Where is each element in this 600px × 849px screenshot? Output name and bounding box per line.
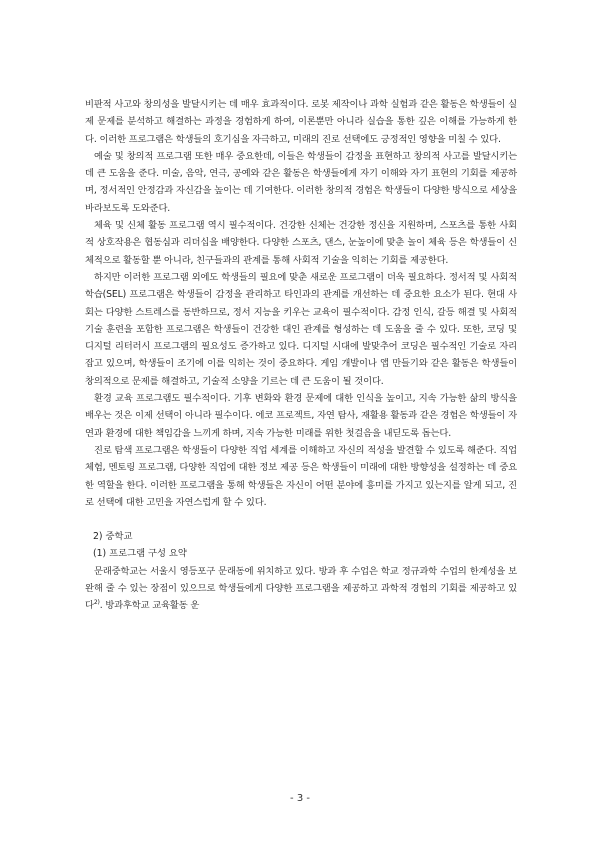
body-paragraph: 예술 및 창의적 프로그램 또한 매우 중요한데, 이들은 학생들이 감정을 표현하고 창의적 사고를 발달시키는 데 큰 도움을 준다. 미술, 음악, 연극, 공예와 같은 활동은 학생들에게 자기 이해와 자기 표현의 기회를 제공하며, 정서적인 안정감과 자신감을 높이는 데 기여한다. 이러한 창의적 경험은 학생들이 다양한 방식으로 세상을 바라보도록 도와준다. [85, 150, 517, 214]
summary-paragraph [85, 563, 517, 615]
summary-tail-text: . 방과후학교 교육활동 운 [99, 600, 200, 612]
section-spacer [85, 511, 517, 528]
body-paragraph: 진로 탐색 프로그램은 학생들이 다양한 직업 세계를 이해하고 자신의 적성을 발견할 수 있도록 해준다. 직업 체험, 멘토링 프로그램, 다양한 직업에 대한 정보 제공 등은 학생들이 미래에 대한 방향성을 설정하는 데 중요한 역할을 한다. 이러한 프로그램을 통해 학생들은 자신이 어떤 분야에 흥미를 가지고 있는지를 알게 되고, 진로 선택에 대한 고민을 자연스럽게 할 수 있다. [85, 444, 517, 508]
body-paragraph: 하지만 이러한 프로그램 외에도 학생들의 필요에 맞춘 새로운 프로그램이 더욱 필요하다. 정서적 및 사회적 학습(SEL) 프로그램은 학생들이 감정을 관리하고 타인과의 관계를 개선하는 데 중요한 요소가 된다. 현대 사회는 다양한 스트레스를 동반하므로, 정서 지능을 키우는 교육이 필수적이다. 감정 인식, 갈등 해결 및 사회적 기술 훈련을 포함한 프로그램은 학생들이 건강한 대인 관계를 형성하는 데 도움을 줄 수 있다. 또한, 코딩 및 디지털 리터러시 프로그램의 필요성도 증가하고 있다. 디지털 시대에 발맞추어 코딩은 필수적인 기술로 자리 잡고 있으며, 학생들이 조기에 이를 익히는 것이 중요하다. 게임 개발이나 앱 만들기와 같은 활동은 학생들이 창의적으로 문제를 해결하고, 기술적 소양을 기르는 데 큰 도움이 될 것이다. [85, 271, 517, 387]
body-paragraph: 환경 교육 프로그램도 필수적이다. 기후 변화와 환경 문제에 대한 인식을 높이고, 지속 가능한 삶의 방식을 배우는 것은 이제 선택이 아니라 필수이다. 에코 프로젝트, 자연 탐사, 재활용 활동과 같은 경험은 학생들이 자연과 환경에 대한 책임감을 느끼게 하며, 지속 가능한 미래를 위한 첫걸음을 내딛도록 돕는다. [85, 393, 517, 439]
body-paragraph: 체육 및 신체 활동 프로그램 역시 필수적이다. 건강한 신체는 건강한 정신을 지원하며, 스포츠를 통한 사회적 상호작용은 협동심과 리더십을 배양한다. 다양한 스포츠, 댄스, 눈높이에 맞춘 놀이 체육 등은 학생들이 신체적으로 활동할 뿐 아니라, 친구들과의 관계를 통해 사회적 기술을 익히는 기회를 제공한다. [85, 220, 517, 266]
summary-text: 문래중학교는 서울시 영등포구 문래동에 위치하고 있다. 방과 후 수업은 학교 정규과학 수업의 한계성을 보완해 줄 수 있는 장점이 있으므로 학생들에게 다양한 프로그램을 제공하고 과학적 경험의 기회를 제공하고 있다 [85, 565, 517, 612]
footnote-marker[interactable]: 2) [93, 599, 100, 607]
document-page [85, 96, 517, 615]
subsection-heading: (1) 프로그램 구성 요약 [93, 548, 187, 560]
section-heading: 2) 중학교 [93, 531, 133, 543]
page-number: - 3 - [290, 793, 310, 804]
body-paragraph: 비판적 사고와 창의성을 발달시키는 데 매우 효과적이다. 로봇 제작이나 과학 실험과 같은 활동은 학생들이 실제 문제를 분석하고 해결하는 과정을 경험하게 하여, 이론뿐만 아니라 실습을 통한 깊은 이해를 가능하게 한다. 이러한 프로그램은 학생들의 호기심을 자극하고, 미래의 진로 선택에도 긍정적인 영향을 미칠 수 있다. [85, 99, 517, 145]
